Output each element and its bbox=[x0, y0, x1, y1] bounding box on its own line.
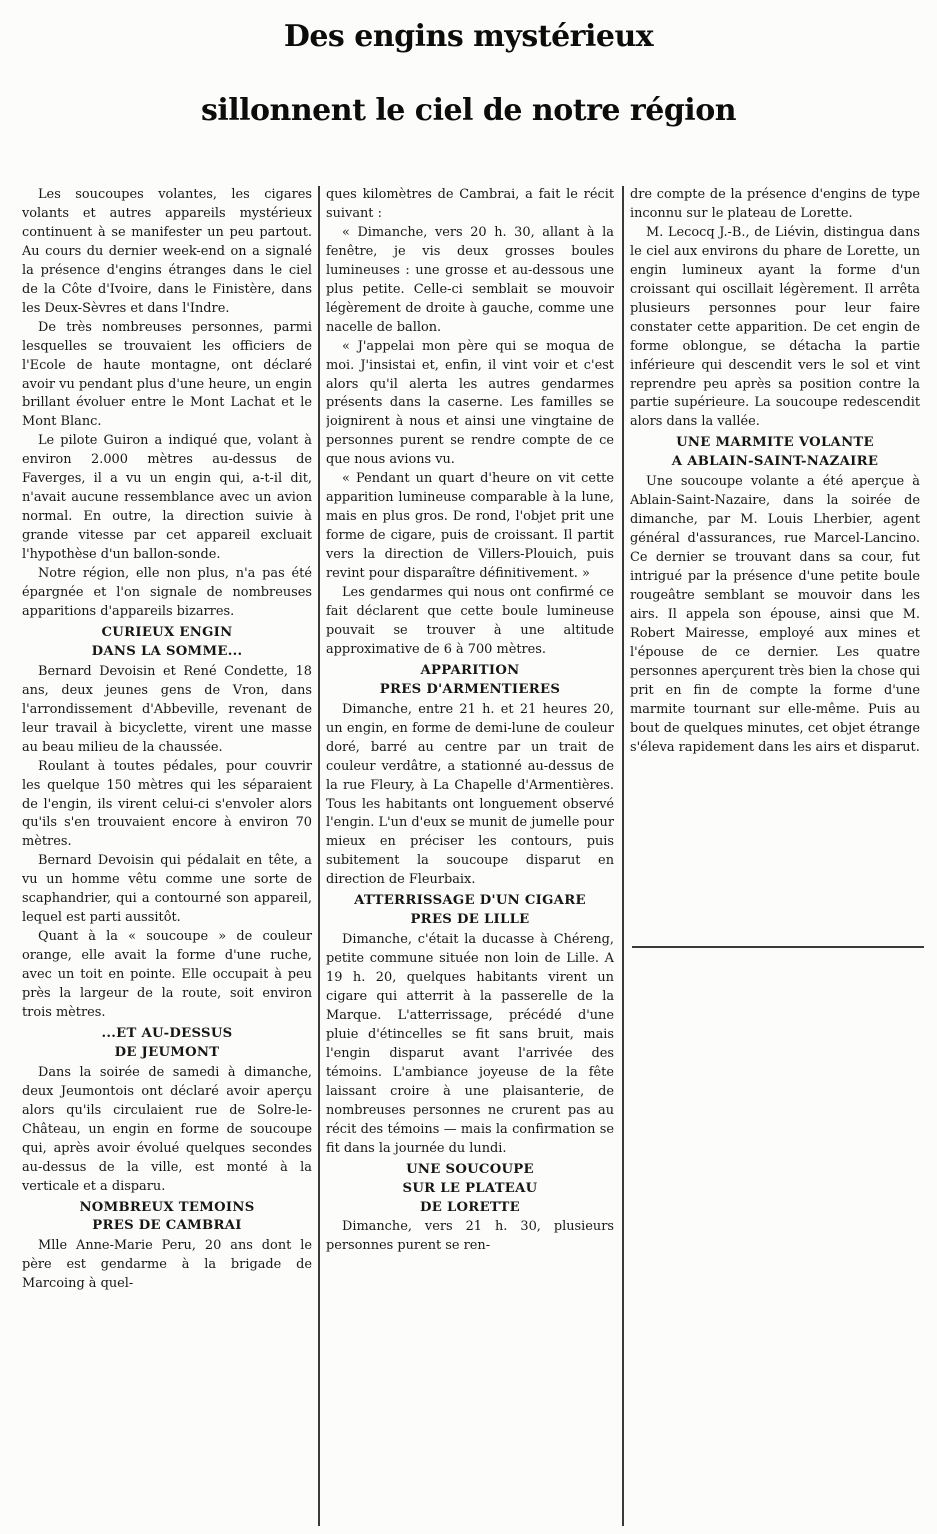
paragraph: Le pilote Guiron a indiqué que, volant à environ 2.000 mètres au-dessus de Faverges, il a vu un engin qui, a-t-il dit, n'avait aucune ressemblance avec un avion normal. En outre, la direction suivie à grande vitesse par cet appareil excluait l'hypothèse d'un ballon-sonde. bbox=[22, 433, 312, 563]
column-2 bbox=[326, 186, 614, 1526]
subheading: ATTERRISSAGE D'UN CIGARE PRES DE LILLE bbox=[354, 893, 586, 928]
column-3 bbox=[630, 186, 920, 1526]
subheading: CURIEUX ENGIN DANS LA SOMME... bbox=[91, 624, 243, 659]
paragraph: Les soucoupes volantes, les cigares volants et autres appareils mystérieux continuent à se manifester un peu partout. Au cours du dernier week-end on a signalé la présence d'engins étranges dans le ciel de la Côte d'Ivoire, dans le Finistère, dans les Deux-Sèvres et dans l'Indre. bbox=[22, 187, 312, 316]
subheading: UNE SOUCOUPE SUR LE PLATEAU DE LORETTE bbox=[402, 1161, 538, 1215]
paragraph-continued: dre compte de la présence d'engins de type inconnu sur le plateau de Lorette. bbox=[630, 187, 920, 221]
headline-line-2: sillonnent le ciel de notre région bbox=[200, 93, 737, 128]
subheading: ...ET AU-DESSUS DE JEUMONT bbox=[101, 1025, 233, 1060]
paragraph: Dimanche, entre 21 h. et 21 heures 20, un engin, en forme de demi-lune de couleur doré, barré au centre par un trait de couleur verdâtre, a stationné au-dessus de la rue Fleury, à La Chapelle d'Armentières. Tous les habitants ont longuement observé l'engin. L'un d'eux se munit de jumelle pour mieux en préciser les contours, puis subitement la soucoupe disparut en direction de Fleurbaix. bbox=[326, 701, 614, 888]
paragraph: Dimanche, vers 21 h. 30, plusieurs personnes purent se ren- bbox=[326, 1219, 614, 1254]
subheading: NOMBREUX TEMOINS PRES DE CAMBRAI bbox=[79, 1199, 255, 1234]
paragraph: « J'appelai mon père qui se moqua de moi. J'insistai et, enfin, il vint voir et c'est alors qu'il alerta les autres gendarmes présents dans la caserne. Les familles se joignirent à nous et ainsi une vingtaine de personnes purent se rendre compte de ce que nous avions vu. bbox=[326, 338, 614, 468]
paragraph: Notre région, elle non plus, n'a pas été épargnée et l'on signale de nombreuses apparitions d'appareils bizarres. bbox=[22, 566, 312, 619]
paragraph: Roulant à toutes pédales, pour couvrir les quelque 150 mètres qui les séparaient de l'engin, ils virent celui-ci s'envoler alors qu'ils s'en trouvaient encore à environ 70 mètres. bbox=[22, 758, 312, 850]
paragraph: Dans la soirée de samedi à dimanche, deux Jeumontois ont déclaré avoir aperçu alors qu'ils circulaient rue de Solre-le-Château, un engin en forme de soucoupe qui, après avoir évolué quelques secondes au-dessus de la ville, est monté à la verticale et a disparu. bbox=[22, 1064, 312, 1194]
headline-line-1: Des engins mystérieux bbox=[283, 19, 654, 54]
column-1 bbox=[22, 186, 312, 1526]
column-rule-1 bbox=[318, 186, 320, 1526]
paragraph: Bernard Devoisin qui pédalait en tête, a vu un homme vêtu comme une sorte de scaphandrier, qui a contourné son appareil, lequel est parti aussitôt. bbox=[22, 853, 312, 926]
paragraph-continued: ques kilomètres de Cambrai, a fait le récit suivant : bbox=[326, 187, 614, 221]
paragraph: Dimanche, c'était la ducasse à Chéreng, petite commune située non loin de Lille. A 19 h. 20, quelques habitants virent un cigare qui atterrit à la passerelle de la Marque. L'atterrissage, précédé d'une pluie d'étincelles se fit sans bruit, mais l'engin disparut avant l'arrivée des témoins. L'ambiance joyeuse de la fête laissant croire à une plaisanterie, de nombreuses personnes ne crurent pas au récit des témoins — mais la confirmation se fit dans la journée du lundi. bbox=[326, 932, 614, 1156]
paragraph: Mlle Anne-Marie Peru, 20 ans dont le père est gendarme à la brigade de Marcoing à quel- bbox=[22, 1238, 312, 1292]
paragraph: « Dimanche, vers 20 h. 30, allant à la fenêtre, je vis deux grosses boules lumineuses : une grosse et au-dessous une plus petite. Celle-ci semblait se mouvoir légèrement de droite à gauche, comme une nacelle de ballon. bbox=[326, 224, 614, 335]
paragraph: Quant à la « soucoupe » de couleur orange, elle avait la forme d'une ruche, avec un toit en pointe. Elle occupait à peu près la largeur de la route, soit environ trois mètres. bbox=[22, 929, 312, 1020]
paragraph: De très nombreuses personnes, parmi lesquelles se trouvaient les officiers de l'Ecole de haute montagne, ont déclaré avoir vu pendant plus d'une heure, un engin brillant évoluer entre le Mont Lachat et le Mont Blanc. bbox=[22, 319, 312, 430]
column-rule-2 bbox=[622, 186, 624, 1526]
subheading: UNE MARMITE VOLANTE A ABLAIN-SAINT-NAZAIRE bbox=[671, 435, 879, 470]
paragraph: M. Lecocq J.-B., de Liévin, distingua dans le ciel aux environs du phare de Lorette, un engin lumineux ayant la forme d'un croissant qui oscillait légèrement. Il arrêta plusieurs personnes pour leur faire constater cette apparition. De cet engin de forme oblongue, se détacha la partie inférieure qui descendit vers le sol et vint reprendre peu après sa position contre la partie supérieure. La soucoupe redescendit alors dans la vallée. bbox=[630, 224, 920, 430]
paragraph: « Pendant un quart d'heure on vit cette apparition lumineuse comparable à la lune, mais en plus gros. De rond, l'objet prit une forme de cigare, puis de croissant. Il partit vers la direction de Villers-Plouich, puis revint pour disparaître définitivement. » bbox=[326, 471, 614, 582]
paragraph: Bernard Devoisin et René Condette, 18 ans, deux jeunes gens de Vron, dans l'arrondissement d'Abbeville, revenant de leur travail à bicyclette, virent une masse au beau milieu de la chaussée. bbox=[22, 663, 312, 755]
subheading: APPARITION PRES D'ARMENTIERES bbox=[379, 662, 561, 697]
paragraph: Une soucoupe volante a été aperçue à Ablain-Saint-Nazaire, dans la soirée de dimanche, par M. Louis Lherbier, agent général d'assurances, rue Marcel-Lancino. Ce dernier se trouvant dans sa cour, fut intrigué par la présence d'une petite boule rougeâtre semblant se mouvoir dans les airs. Il appela son épouse, ainsi que M. Robert Mairesse, employé aux mines et l'épouse de ce dernier. Les quatre personnes aperçurent très bien la chose qui prit en fin de compte la forme d'une marmite tournant sur elle-même. Puis au bout de quelques minutes, cet objet étrange s'éleva rapidement dans les airs et disparut. bbox=[630, 474, 920, 755]
paragraph: Les gendarmes qui nous ont confirmé ce fait déclarent que cette boule lumineuse pouvait se trouver à une altitude approximative de 6 à 700 mètres. bbox=[326, 585, 614, 657]
